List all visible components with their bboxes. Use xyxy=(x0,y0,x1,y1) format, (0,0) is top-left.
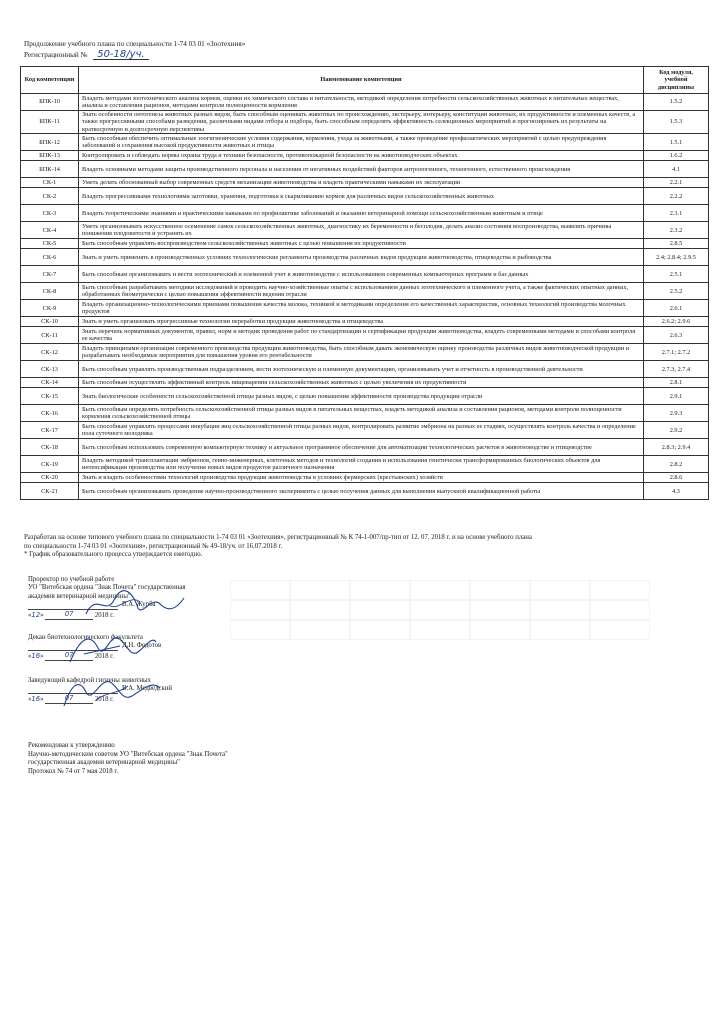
competence-code: СК-6 xyxy=(21,249,79,266)
table-row xyxy=(21,378,709,388)
signature-title: Декан биотехнологического факультета xyxy=(28,634,143,641)
footnote-line-3: * График образовательного процесса утверждается ежегодно. xyxy=(24,551,203,558)
table-row xyxy=(21,111,709,134)
table-row xyxy=(21,134,709,151)
competence-description: Владеть теоретическими знаниями и практическими навыками по профилактике заболеваний и оказанию ветеринарной помощи сельскохозяйственным животным и птице xyxy=(79,205,644,222)
table-row xyxy=(21,483,709,500)
competence-description: Знать и уметь организовать прогрессивные технологии переработки продукции животноводства и птицеводства xyxy=(79,317,644,327)
competence-description: Быть способным управлять воспроизводством сельскохозяйственных животных с целью повышения их продуктивности xyxy=(79,239,644,249)
table-row xyxy=(21,239,709,249)
date-month: 07 xyxy=(64,609,74,618)
competence-code: СК-12 xyxy=(21,344,79,361)
module-code: 2.8.2 xyxy=(644,456,709,473)
competence-code: СК-1 xyxy=(21,178,79,188)
competence-description: Быть способным организовывать и вести зоотехнический и племенной учет в животноводстве с использованием современных компьютерных программ и баз данных xyxy=(79,266,644,283)
signature-date: «16» 07 2018 г. xyxy=(28,650,114,660)
module-code: 2.6.1 xyxy=(644,300,709,317)
competence-code: СК-3 xyxy=(21,205,79,222)
signature-title: Проректор по учебной работе xyxy=(28,576,115,583)
table-row xyxy=(21,327,709,344)
module-code: 2.5.2 xyxy=(644,283,709,300)
competence-code: СК-14 xyxy=(21,378,79,388)
module-code: 1.5.3 xyxy=(644,111,709,134)
competence-description: Знать и владеть особенностями технологий производства продукции животноводства в условиях фермерских (крестьянских) хозяйств xyxy=(79,473,644,483)
date-year: 2018 г. xyxy=(94,611,114,619)
bleed-through-ghost xyxy=(230,580,650,640)
competence-code: СК-20 xyxy=(21,473,79,483)
competence-description: Быть способным управлять производственным подразделением, вести зоотехническую и племенную документацию, организовывать учет и отчетность в производственной деятельности xyxy=(79,361,644,378)
competence-code: СК-17 xyxy=(21,422,79,439)
date-day: 16 xyxy=(31,651,41,660)
competence-description: Быть способным использовать современную компьютерную технику и актуальное программное обеспечение для автоматизации технологических расчетов в животноводстве и птицеводстве xyxy=(79,439,644,456)
competence-code: БПК-11 xyxy=(21,111,79,134)
signature-date: «16» 07 2018 г. xyxy=(28,693,114,703)
competence-description: Владеть основными методами защиты производственного персонала и населения от негативных воздействий факторов антропогенного, техногенного, естественного происхождения xyxy=(79,161,644,178)
page-header xyxy=(24,40,245,60)
competence-description: Контролировать и соблюдать нормы охраны труда и техники безопасности, противопожарной безопасности на животноводческих объектах xyxy=(79,151,644,161)
module-code: 2.9.3 xyxy=(644,405,709,422)
competence-description: Владеть прогрессивными технологиями заготовки, хранения, подготовки к скармливанию кормов для различных видов сельскохозяйственных животных xyxy=(79,188,644,205)
module-code: 1.5.1 xyxy=(644,134,709,151)
module-code: 2.8.3; 2.9.4 xyxy=(644,439,709,456)
header-name: Наименование компетенции xyxy=(79,67,644,94)
footnote-line-1: Разработан на основе типового учебного плана по специальности 1-74 03 01 «Зоотехния», регистрационный № К 74-1-007/пр-тип от 12. 07. 2018 г. и на основе учебного плана xyxy=(24,534,532,541)
table-row xyxy=(21,249,709,266)
competence-description: Уметь организовывать искусственное осеменение самок сельскохозяйственных животных, диагностику их беременности и бесплодия, делать анализ состояния воспроизводства, выявлять причины понижения плодовитости и устранять их xyxy=(79,222,644,239)
module-code: 2.7.1; 2.7.2 xyxy=(644,344,709,361)
module-code: 2.8.6 xyxy=(644,473,709,483)
table-row xyxy=(21,422,709,439)
module-code: 2.2.2 xyxy=(644,188,709,205)
module-code: 2.5.1 xyxy=(644,266,709,283)
module-code: 1.6.2 xyxy=(644,151,709,161)
module-code: 2.7.3, 2.7.4 xyxy=(644,361,709,378)
competence-description: Владеть принципами организации современного производства продукции животноводства, быть способным давать экономическую оценку производства различных видов животноводческой продукции и разрабатывать необходимые мероприятия для повышения уровня его рентабельности xyxy=(79,344,644,361)
table-row xyxy=(21,473,709,483)
signer-name: В.А. Медведский xyxy=(122,685,173,693)
header-module: Код модуля, учебной дисциплины xyxy=(644,67,709,94)
module-code: 2.8.5 xyxy=(644,239,709,249)
table-row xyxy=(21,456,709,473)
competence-code: СК-7 xyxy=(21,266,79,283)
competence-code: СК-16 xyxy=(21,405,79,422)
competencies-table xyxy=(20,66,709,500)
competence-description: Быть способным организовывать проведение научно-производственного эксперимента с целью получения данных для выполнения выпускной квалификационной работы xyxy=(79,483,644,500)
module-code: 4.1 xyxy=(644,161,709,178)
date-day: 12 xyxy=(31,610,41,619)
competence-description: Быть способным определять потребность сельскохозяйственной птицы разных видов в питательных веществах, владеть методикой анализа и составления рационов, методами контроля полноценности кормления сельскохозяйственной птицы xyxy=(79,405,644,422)
signer-name: Д.Н. Федотов xyxy=(122,642,162,650)
module-code: 2.9.2 xyxy=(644,422,709,439)
competence-code: СК-5 xyxy=(21,239,79,249)
competence-description: Знать особенности онтогенеза животных разных видов, быть способным оценивать животных по происхождению, экстерьеру, интерьеру, конституции животных, их продуктивности и племенных качеств, а также прогрессивными способами разведения, различными видами отбора и подбора, быть способным определять эффективность селекционных мероприятий и прогнозировать их результаты на краткосрочную и долгосрочную перспективы xyxy=(79,111,644,134)
competence-code: СК-11 xyxy=(21,327,79,344)
table-row xyxy=(21,439,709,456)
table-row xyxy=(21,361,709,378)
handwritten-signature-3 xyxy=(56,670,166,712)
table-row xyxy=(21,317,709,327)
table-row xyxy=(21,283,709,300)
module-code: 2.6.3 xyxy=(644,327,709,344)
table-row xyxy=(21,151,709,161)
competence-description: Знать биологические особенности сельскохозяйственной птицы разных видов, с целью повышения эффективности производства продукции отрасли xyxy=(79,388,644,405)
competence-code: СК-8 xyxy=(21,283,79,300)
table-row xyxy=(21,94,709,111)
competence-code: БПК-13 xyxy=(21,151,79,161)
module-code: 2.8.1 xyxy=(644,378,709,388)
module-code: 2.2.1 xyxy=(644,178,709,188)
competence-code: СК-9 xyxy=(21,300,79,317)
table-row xyxy=(21,178,709,188)
table-row xyxy=(21,222,709,239)
recommendation-line-2: Научно-методическим советом УО "Витебская ордена "Знак Почета" xyxy=(28,750,228,758)
competence-description: Владеть методикой трансплантации эмбрионов, генно-инженерных, клеточных методов и технологий создания и использования генетически трансформированных биологических объектов для интенсификации производства или получения новых видов продуктов различного назначения xyxy=(79,456,644,473)
footnote xyxy=(24,534,674,560)
recommendation-block xyxy=(28,742,228,776)
competence-code: БПК-10 xyxy=(21,94,79,111)
module-code: 2.3.1 xyxy=(644,205,709,222)
table-row xyxy=(21,405,709,422)
competence-description: Быть способным осуществлять эффективный контроль пищеварения сельскохозяйственных животных с целью увеличения их продуктивности xyxy=(79,378,644,388)
registration-line xyxy=(24,50,245,61)
competence-description: Владеть методами зоотехнического анализа кормов, оценки их химического состава и питательности, методикой определения потребности сельскохозяйственных животных в питательных веществах, анализа и составления рационов, методами контроля полноценности кормления xyxy=(79,94,644,111)
table-row xyxy=(21,388,709,405)
signer-name: В.А. Журба xyxy=(122,601,156,609)
date-day: 16 xyxy=(31,694,41,703)
module-code: 1.5.2 xyxy=(644,94,709,111)
header-code: Код компетенции xyxy=(21,67,79,94)
competence-code: СК-13 xyxy=(21,361,79,378)
handwritten-signature-2 xyxy=(60,628,160,668)
date-year: 2018 г. xyxy=(94,695,114,703)
signature-title: Заведующий кафедрой гигиены животных xyxy=(28,677,151,684)
competence-description: Знать перечень нормативных документов, правил, норм и методик проведения работ по стандартизации и сертификации продукции животноводства, владеть современными методами и способами контроля ее качества xyxy=(79,327,644,344)
competence-code: СК-15 xyxy=(21,388,79,405)
registration-label: Регистрационный № xyxy=(24,50,88,59)
table-header-row xyxy=(21,67,709,94)
module-code: 2.4; 2.8.4; 2.9.5 xyxy=(644,249,709,266)
competence-code: СК-21 xyxy=(21,483,79,500)
competence-code: СК-19 xyxy=(21,456,79,473)
recommendation-line-3: государственная академия ветеринарной медицины" xyxy=(28,759,180,766)
competence-code: СК-10 xyxy=(21,317,79,327)
signature-title: УО "Витебская ордена "Знак Почета" государственная xyxy=(28,584,186,592)
competence-code: БПК-12 xyxy=(21,134,79,151)
date-month: 07 xyxy=(64,693,74,702)
module-code: 2.3.2 xyxy=(644,222,709,239)
competence-description: Уметь делать обоснованный выбор современных средств механизации животноводства и владеть практическими навыками их эксплуатации xyxy=(79,178,644,188)
signature-title: академия ветеринарной медицины" xyxy=(28,592,131,600)
competence-description: Быть способным управлять процессами инкубации яиц сельскохозяйственной птицы разных видов, контролировать развитие эмбриона на разных ее стадиях, осуществлять контроль качества и определение пола суточного молодняка xyxy=(79,422,644,439)
signature-date: «12» 07 2018 г. xyxy=(28,609,114,619)
registration-number: 50-18/уч. xyxy=(93,50,148,60)
competence-code: СК-4 xyxy=(21,222,79,239)
table-row xyxy=(21,300,709,317)
table-body xyxy=(21,94,709,500)
header-title: Продолжение учебного плана по специальности 1-74 03 01 «Зоотехния» xyxy=(24,40,246,48)
table-row xyxy=(21,161,709,178)
recommendation-line-1: Рекомендован к утверждению xyxy=(28,742,115,749)
table-row xyxy=(21,205,709,222)
competence-description: Знать и уметь применять в производственных условиях технологические регламенты производства различных видов продукции животноводства, птицеводства и рыбоводства xyxy=(79,249,644,266)
table-row xyxy=(21,188,709,205)
date-year: 2018 г. xyxy=(94,652,114,660)
competence-code: СК-18 xyxy=(21,439,79,456)
table-row xyxy=(21,266,709,283)
competence-description: Быть способным разрабатывать методики исследований и проводить научно-хозяйственные опыты с использованием данных зоотехнического и племенного учета, а также фактических опытных данных, обработанных биометрически с целью повышения эффективности ведения отрасли xyxy=(79,283,644,300)
competence-code: БПК-14 xyxy=(21,161,79,178)
table-row xyxy=(21,344,709,361)
footnote-line-2: по специальности 1-74 03 01 «Зоотехния», регистрационный № 49-18/уч. от 16.07.2018 г. xyxy=(24,542,283,550)
handwritten-signature-1 xyxy=(80,586,190,622)
module-code: 2.9.1 xyxy=(644,388,709,405)
recommendation-protocol: Протокол № 74 от 7 мая 2018 г. xyxy=(28,767,119,775)
competence-description: Владеть организационно-технологическими приемами повышения качества молока, техникой и методиками определения его качественных характеристик, основных технологий производства молочных продуктов xyxy=(79,300,644,317)
competence-code: СК-2 xyxy=(21,188,79,205)
module-code: 4.3 xyxy=(644,483,709,500)
date-month: 07 xyxy=(64,650,74,659)
competence-description: Быть способным обеспечить оптимальные зоогигиенические условия содержания, кормления, ухода за животными, а также проведение профилактических мероприятий с целью предупреждения заболеваний и сохранения высокой продуктивности животных и птицы xyxy=(79,134,644,151)
module-code: 2.6.2; 2.9.6 xyxy=(644,317,709,327)
